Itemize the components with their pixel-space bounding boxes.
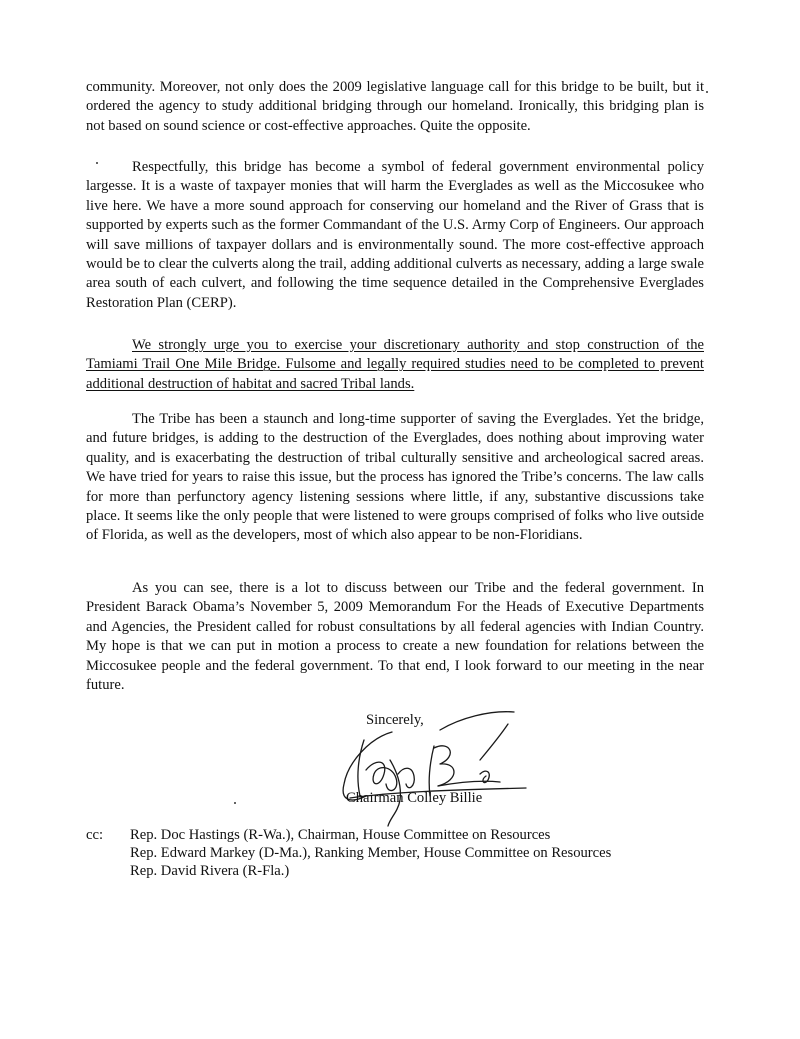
- body-paragraph-1: community. Moreover, not only does the 2009 legislative language call for this bridge to be built, but it ordered the agency to study additional bridging through our homeland. Ironically, this bridging plan is not based on sound science or cost-effective approaches. Quite the opposite.: [86, 79, 704, 134]
- cc-recipient: Rep. Edward Markey (D-Ma.), Ranking Member, House Committee on Resources: [130, 845, 612, 861]
- scan-speck: [234, 802, 236, 804]
- cc-recipient: Rep. Doc Hastings (R-Wa.), Chairman, House Committee on Resources: [130, 827, 551, 843]
- cc-label: cc:: [86, 827, 104, 843]
- cc-recipient: Rep. David Rivera (R-Fla.): [130, 863, 290, 879]
- body-paragraph-2: Respectfully, this bridge has become a symbol of federal government environmental policy largesse. It is a waste of taxpayer monies that will harm the Everglades as well as the Miccosukee who live here. We have a more sound approach for conserving our homeland and the River of Grass that is supported by experts such as the former Commandant of the U.S. Army Corp of Engineers. Our approach will save millions of taxpayer dollars and is environmentally sound. The more cost-effective approach would be to clear the culverts along the trail, adding additional culverts as necessary, adding a large swale area south of each culvert, and following the time sequence detailed in the Comprehensive Everglades Restoration Plan (CERP).: [86, 159, 704, 311]
- closing-salutation: Sincerely,: [366, 712, 424, 728]
- body-paragraph-4: The Tribe has been a staunch and long-time supporter of saving the Everglades. Yet the bridge, and future bridges, is adding to the destruction of the Everglades, does nothing about improving water quality, and is exacerbating the destruction of tribal culturally sensitive and archeological sacred areas. We have tried for years to raise this issue, but the process has ignored the Tribe’s concerns. The law calls for more than perfunctory agency listening sessions where little, if any, substantive discussions take place. It seems like the only people that were listened to were groups comprised of folks who live outside of Florida, as well as the developers, most of which also appear to be non-Floridians.: [86, 411, 704, 544]
- cc-list: [130, 826, 611, 880]
- urgent-request-paragraph: We strongly urge you to exercise your discretionary authority and stop construction of the Tamiami Trail One Mile Bridge. Fulsome and legally required studies need to be completed to prevent additional destruction of habitat and sacred Tribal lands.: [86, 337, 704, 392]
- handwritten-signature: [330, 700, 530, 830]
- body-paragraph-5: As you can see, there is a lot to discuss between our Tribe and the federal government. In President Barack Obama’s November 5, 2009 Memorandum For the Heads of Executive Departments and Agencies, the President called for robust consultations by all federal agencies with Indian Country. My hope is that we can put in motion a process to create a new foundation for relations between the Miccosukee people and the federal government. To that end, I look forward to our meeting in the near future.: [86, 580, 704, 694]
- scan-speck: [96, 162, 98, 164]
- scan-speck: [706, 91, 708, 93]
- signer-name: Chairman Colley Billie: [346, 790, 483, 806]
